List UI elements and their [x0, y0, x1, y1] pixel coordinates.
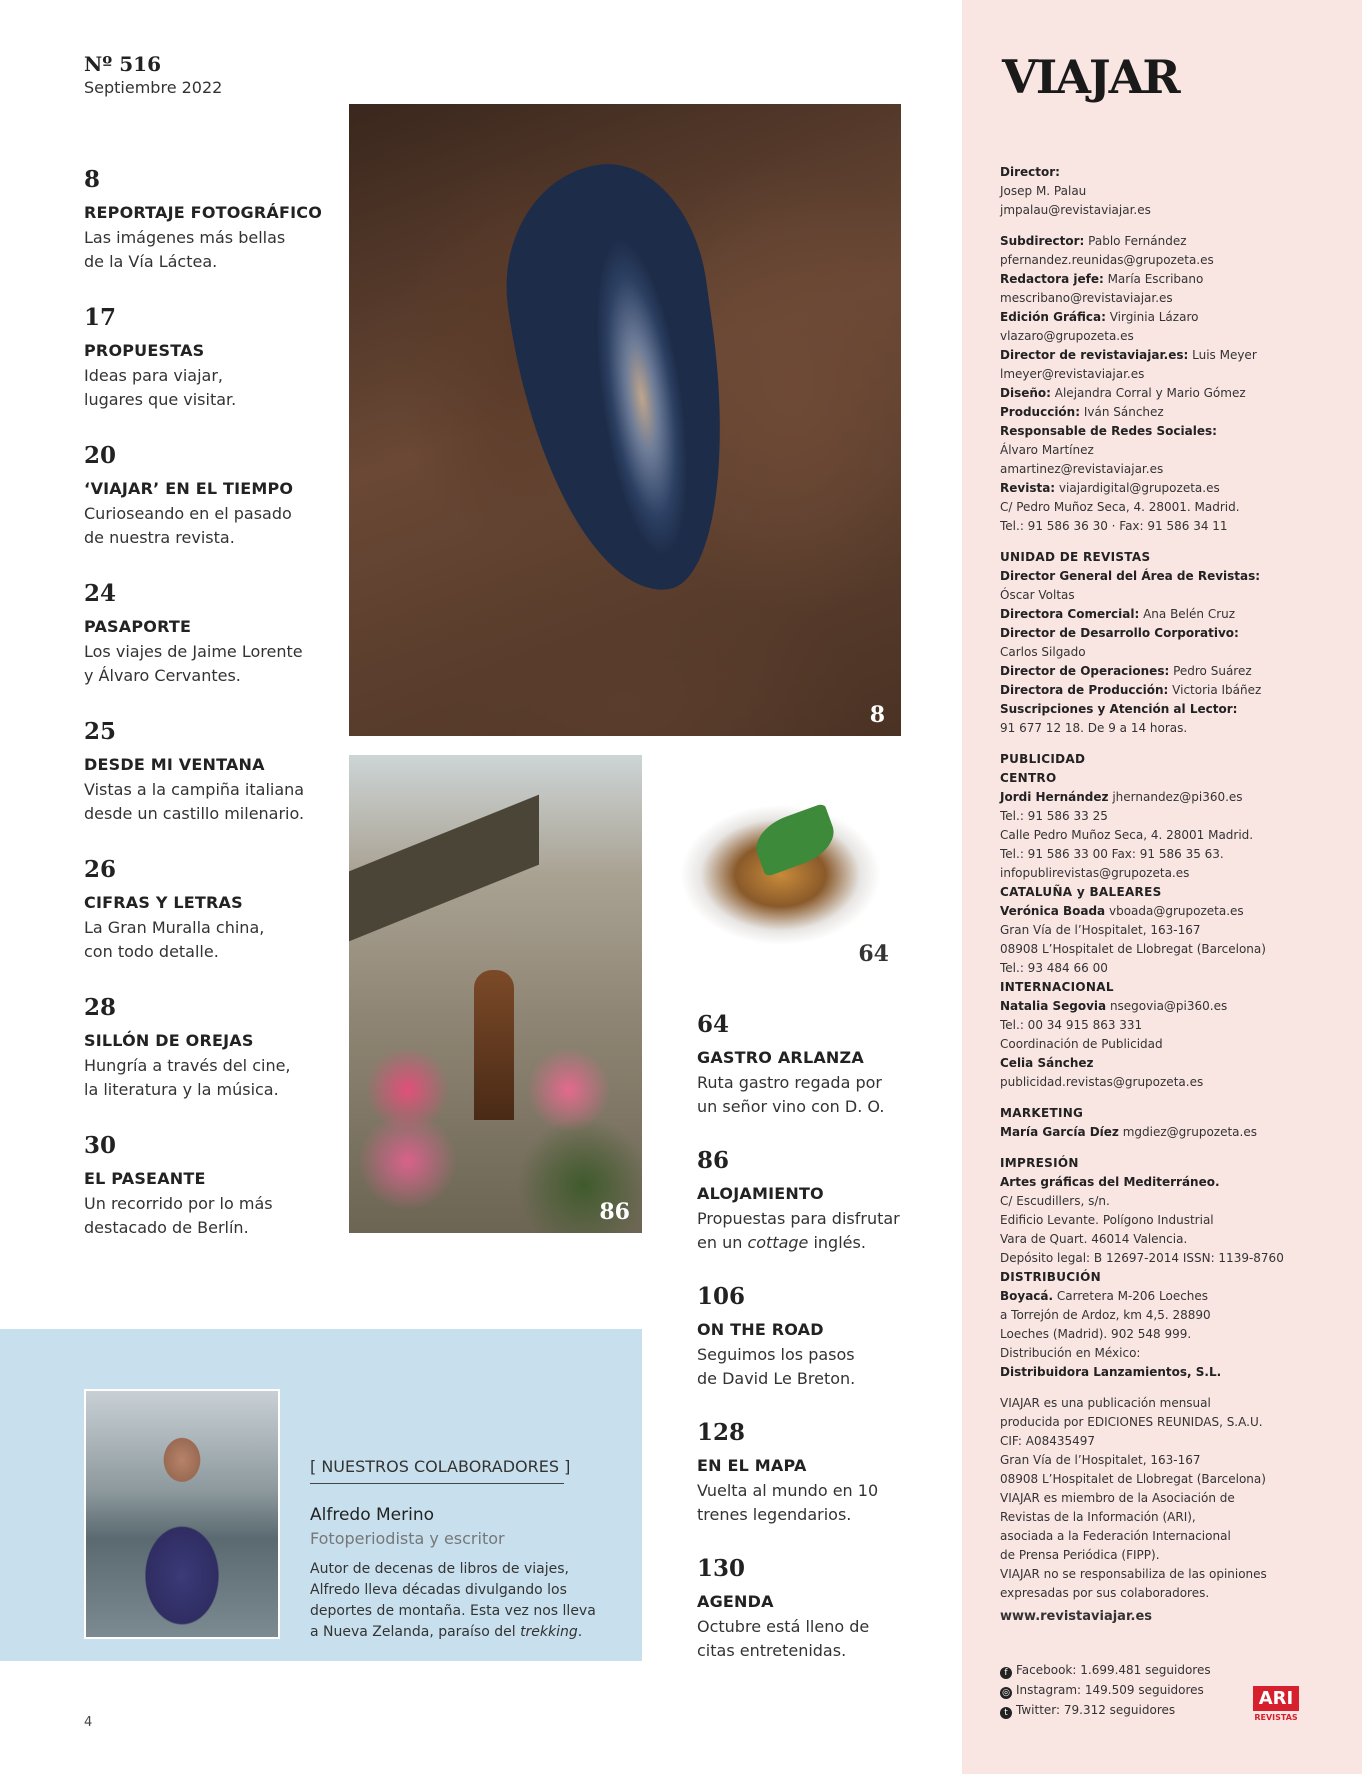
photo-page-number: 64: [858, 941, 889, 967]
toc-title: ON THE ROAD: [697, 1320, 824, 1339]
food-photo[interactable]: [660, 755, 901, 973]
garnish-leaf: [749, 803, 841, 877]
toc-page: 30: [84, 1132, 117, 1159]
toc-title: CIFRAS Y LETRAS: [84, 893, 243, 912]
instagram-link[interactable]: ◎ Instagram: 149.509 seguidores: [1000, 1680, 1211, 1700]
cottage-door: [474, 970, 514, 1120]
toc-item[interactable]: [84, 718, 384, 826]
photo-page-number: 8: [869, 702, 885, 728]
toc-desc: Las imágenes más bellas de la Vía Láctea.: [84, 228, 286, 271]
twitter-icon: t: [1000, 1707, 1012, 1719]
toc-title: AGENDA: [697, 1592, 774, 1611]
toc-item[interactable]: [697, 1011, 937, 1119]
toc-desc: Curioseando en el pasado de nuestra revista.: [84, 504, 292, 547]
toc-item[interactable]: [84, 166, 384, 274]
night-sky-opening: [490, 152, 748, 606]
contributor-role: Fotoperiodista y escritor: [310, 1529, 505, 1548]
cottage-photo[interactable]: [349, 755, 642, 1233]
issue-date: Septiembre 2022: [84, 78, 223, 97]
toc-item[interactable]: [84, 580, 384, 688]
toc-desc: Ideas para viajar, lugares que visitar.: [84, 366, 237, 409]
toc-title: EL PASEANTE: [84, 1169, 206, 1188]
toc-title: SILLÓN DE OREJAS: [84, 1031, 254, 1050]
toc-page: 64: [697, 1011, 730, 1038]
credits: Director: Josep M. Palau jmpalau@revistaviajar.es Subdirector: Pablo Fernández pfernandez.reunidas@grupozeta.es Redactora jefe: María Escribano mescribano@revistaviajar.es Edición Gráfica: Virginia Lázaro vlazaro@grupozeta.es Director de revistaviajar.es: Luis Meyer lmeyer@revistaviajar.es Diseño: Alejandra Corral y Mario Gómez Producción: Iván Sánchez Responsable de Redes Sociales: Álvaro Martínez amartinez@revistaviajar.es Revista: viajardigital@grupozeta.es C/ Pedro Muñoz Seca, 4. 28001. Madrid. Tel.: 91 586 36 30 · Fax: 91 586 34 11 UNIDAD DE REVISTAS Director General del Área de Revistas: Óscar Voltas Directora Comercial: Ana Belén Cruz Director de Desarrollo Corporativo: Carlos Silgado Director de Operaciones: Pedro Suárez Directora de Producción: Victoria Ibáñez Suscripciones y Atención al Lector: 91 677 12 18. De 9 a 14 horas. PUBLICIDAD CENTRO Jordi Hernández jhernandez@pi360.es Tel.: 91 586 33 25 Calle Pedro Muñoz Seca, 4. 28001 Madrid. Tel.: 91 586 33 00 Fax: 91 586 35 63. infopublirevistas@grupozeta.es CATALUÑA y BALEARES Verónica Boada vboada@grupozeta.es Gran Vía de l’Hospitalet, 163-167 08908 L’Hospitalet de Llobregat (Barcelona) Tel.: 93 484 66 00 INTERNACIONAL Natalia Segovia nsegovia@pi360.es Tel.: 00 34 915 863 331 Coordinación de Publicidad Celia Sánchez publicidad.revistas@grupozeta.es MARKETING María García Díez mgdiez@grupozeta.es IMPRESIÓN Artes gráficas del Mediterráneo. C/ Escudillers, s/n. Edificio Levante. Polígono Industrial Vara de Quart. 46014 Valencia. Depósito legal: B 12697-2014 ISSN: 1139-8760 DISTRIBUCIÓN Boyacá. Carretera M-206 Loeches a Torrejón de Ardoz, km 4,5. 28890 Loeches (Madrid). 902 548 999. Distribución en México: Distribuidora Lanzamientos, S.L. VIAJAR es una publicación mensual producida por EDICIONES REUNIDAS, S.A.U. CIF: A08435497 Gran Vía de l’Hospitalet, 163-167 08908 L’Hospitalet de Llobregat (Barcelona) VIAJAR es miembro de la Asociación de Revistas de la Información (ARI), asociada a la Federación Internacional de Prensa Periódica (FIPP). VIAJAR no se responsabiliza de las opiniones expresadas por sus colaboradores. www.revistaviajar.es: [1000, 163, 1340, 1626]
facebook-icon: f: [1000, 1667, 1012, 1679]
viajar-logo: VIAJAR: [1002, 50, 1179, 104]
toc-desc: Vistas a la campiña italiana desde un castillo milenario.: [84, 780, 305, 823]
toc-page: 28: [84, 994, 117, 1021]
toc-desc: Los viajes de Jaime Lorente y Álvaro Cervantes.: [84, 642, 303, 685]
toc-page: 86: [697, 1147, 730, 1174]
toc-item[interactable]: [84, 856, 384, 964]
toc-item[interactable]: [697, 1147, 937, 1255]
issue-number: Nº 516: [84, 52, 161, 76]
toc-title: EN EL MAPA: [697, 1456, 807, 1475]
toc-title: GASTRO ARLANZA: [697, 1048, 864, 1067]
photo-page-number: 86: [599, 1199, 630, 1225]
toc-title: ‘VIAJAR’ EN EL TIEMPO: [84, 479, 294, 498]
toc-page: 130: [697, 1555, 746, 1582]
toc-item[interactable]: [84, 304, 384, 412]
contributor-name: Alfredo Merino: [310, 1505, 435, 1525]
facebook-link[interactable]: f Facebook: 1.699.481 seguidores: [1000, 1660, 1211, 1680]
website-link[interactable]: www.revistaviajar.es: [1000, 1609, 1153, 1624]
milky-way-photo[interactable]: [349, 104, 901, 736]
toc-page: 26: [84, 856, 117, 883]
divider: [310, 1483, 564, 1484]
toc-page: 128: [697, 1419, 746, 1446]
masthead-sidebar: [962, 0, 1362, 1774]
toc-title: PROPUESTAS: [84, 341, 205, 360]
twitter-link[interactable]: t Twitter: 79.312 seguidores: [1000, 1700, 1211, 1720]
issue-header: [84, 52, 222, 97]
toc-desc: Seguimos los pasos de David Le Breton.: [697, 1345, 856, 1388]
ari-logo: ARI REVISTAS: [1254, 1688, 1298, 1722]
toc-item[interactable]: [84, 1132, 384, 1240]
contributor-bio: Autor de decenas de libros de viajes, Alfredo lleva décadas divulgando los deportes de montaña. Esta vez nos lleva a Nueva Zelanda, paraíso del trekking.: [310, 1561, 596, 1640]
toc-title: PASAPORTE: [84, 617, 192, 636]
instagram-icon: ◎: [1000, 1687, 1012, 1699]
toc-item[interactable]: [697, 1419, 937, 1527]
social-links: [1000, 1660, 1211, 1720]
toc-desc: Ruta gastro regada por un señor vino con D. O.: [697, 1073, 885, 1116]
toc-desc: Vuelta al mundo en 10 trenes legendarios.: [697, 1481, 879, 1524]
toc-page: 24: [84, 580, 117, 607]
toc-title: REPORTAJE FOTOGRÁFICO: [84, 203, 322, 222]
contributors-label: [ NUESTROS COLABORADORES ]: [310, 1457, 571, 1476]
toc-desc: Un recorrido por lo más destacado de Berlín.: [84, 1194, 273, 1237]
toc-page: 106: [697, 1283, 746, 1310]
page-number: 4: [84, 1715, 93, 1730]
toc-item[interactable]: [697, 1283, 937, 1391]
cottage-roof: [349, 795, 539, 946]
toc-item[interactable]: [84, 994, 384, 1102]
contributor-portrait: [84, 1389, 280, 1639]
toc-title: DESDE MI VENTANA: [84, 755, 265, 774]
contributors-box: [0, 1329, 642, 1661]
toc-page: 8: [84, 166, 101, 193]
toc-page: 25: [84, 718, 117, 745]
toc-desc: La Gran Muralla china, con todo detalle.: [84, 918, 265, 961]
toc-desc: Octubre está lleno de citas entretenidas.: [697, 1617, 870, 1660]
toc-page: 17: [84, 304, 117, 331]
toc-item[interactable]: [84, 442, 384, 550]
toc-desc: Propuestas para disfrutar en un cottage inglés.: [697, 1209, 900, 1252]
toc-title: ALOJAMIENTO: [697, 1184, 824, 1203]
toc-page: 20: [84, 442, 117, 469]
toc-desc: Hungría a través del cine, la literatura y la música.: [84, 1056, 291, 1099]
toc-item[interactable]: [697, 1555, 937, 1663]
